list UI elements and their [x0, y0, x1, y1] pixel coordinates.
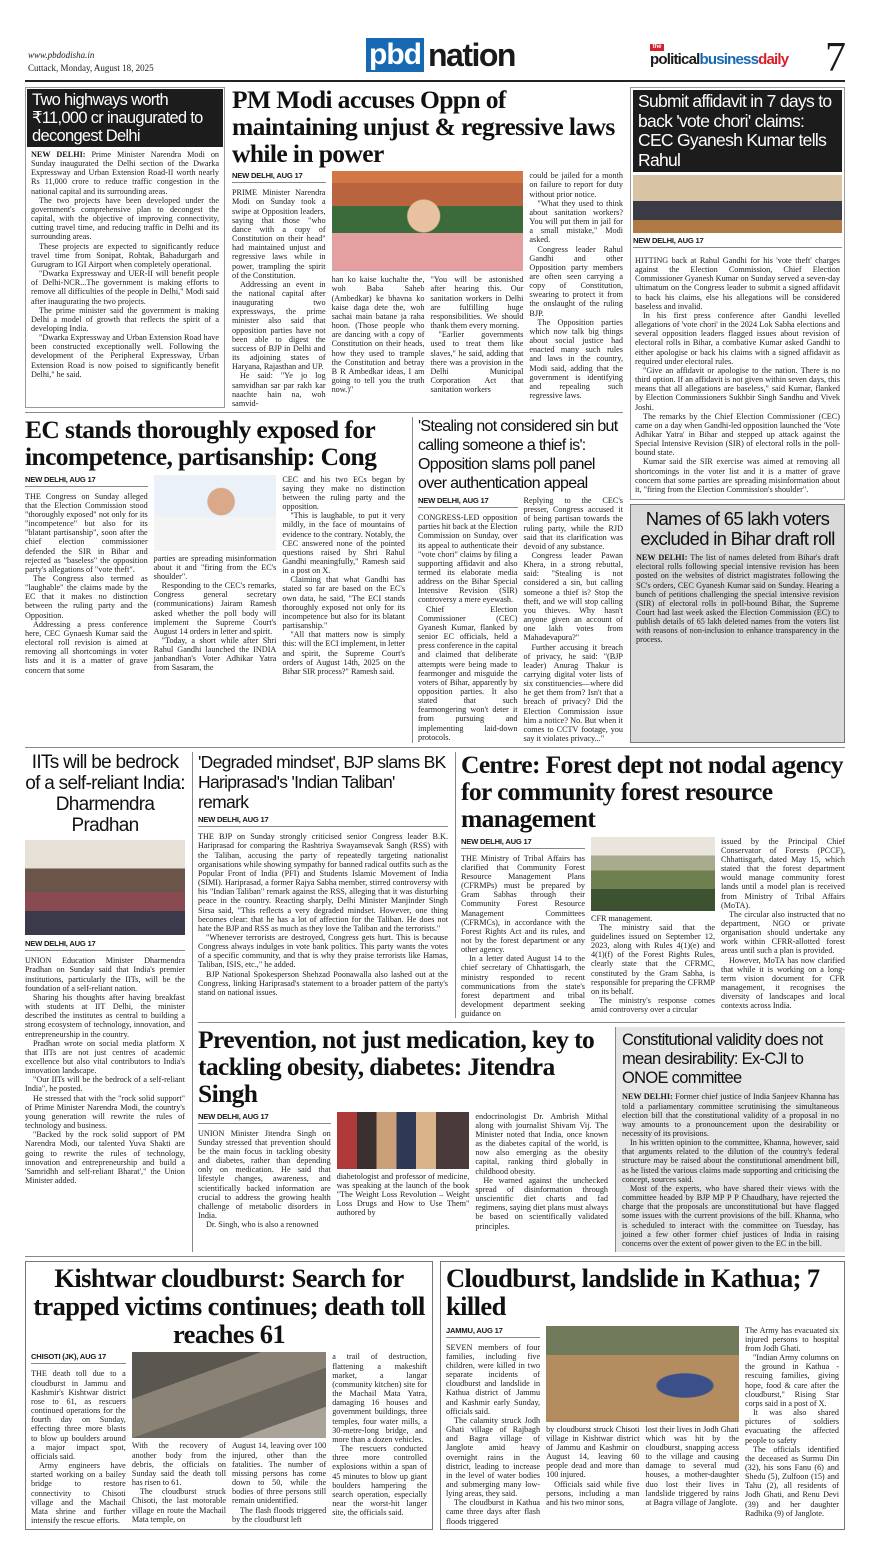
paragraph: THE Ministry of Tribal Affairs has clarified that Community Forest Resource Management Plans (CFRMPs) must be prepared by Gram Sabhas through their Community Forest Resource Management Committees (CFRMCs), in accordance with the Forest Rights Act and its rules, and not by the forest department or any other agency.	[461, 853, 585, 955]
paragraph: The Opposition parties which now talk big things about social justice had enacted many such rules and laws in the country, Modi said, adding that the government is identifying and repealing such regressive laws.	[529, 317, 623, 401]
paragraph: "Whenever terrorists are destroyed, Congress gets hurt. This is because Congress always indulges in vote bank politics. This party wants the votes of a specific community, and that is why they praise terrorists like Hamas, Taliban, ISIS, etc.," he added.	[198, 932, 448, 970]
headline: Submit affidavit in 7 days to back 'vote chori' claims: CEC Gyanesh Kumar tells Rahul	[633, 90, 842, 172]
paragraph: Addressing an event in the national capital after inaugurating two expressways, the prime minister also said that opposition parties have not been able to digest the success of BJP in Delhi and its adjoining states of Haryana, Rajasthan and UP.	[232, 279, 326, 372]
paragraph: "Dwarka Expressway and Urban Extension Road have been constructed exceptionally well. Following the development of the Peripheral Expressway, Urban Extension Road is now poised to significantly benefit Delhi," he said.	[31, 333, 219, 379]
paragraph: BJP National Spokesperson Shehzad Poonawalla also lashed out at the Congress, linking Hariprasad's statement to a broader pattern of the party's stand on national issues.	[198, 969, 448, 997]
paragraph: "Indian Army columns on the ground in Kathua - rescuing families, giving hope, food & care after the cloudburst," Rising Star corps said in a post of X.	[744, 1353, 840, 1408]
article-column	[31, 196, 219, 379]
paragraph: In a letter dated August 14 to the chief secretary of Chhattisgarh, the ministry responded to recent communications from the state's forest department and tribal development department seeking guidance on	[461, 954, 585, 1019]
lead-text: Prime Minister Narendra Modi on Sunday inaugurated the Delhi section of the Dwarka Expressway and Urban Extension Road-II worth nearly Rs 11,000 crore to reduce traffic congestion in the national capital and its surrounding areas.	[31, 150, 220, 196]
bottom-section	[25, 1261, 845, 1530]
paragraph: Chief Election Commissioner (CEC) Gyanesh Kumar, flanked by senior EC officials, held a press conference in the capital and claimed that deliberate attempts were being made to fearmonger and misguide the voters of Bihar, apparently by opposition parties. It also stated that such fearmongering won't deter it from pursuing and implementing laid-down protocols.	[418, 604, 518, 742]
paragraph: han ko kaise kuchalte the, woh Baba Saheb (Ambedkar) ke bhavna ko kaise daga dete the, woh sachai main batane ja raha hoon. (Those people who are dancing with a copy of Constitution on their heads, how they used to trample the Constitution and betray B R Ambedkar ideas, I am going to tell you the truth now.)"	[331, 275, 425, 395]
dateline: NEW DELHI, AUG 17	[418, 496, 518, 508]
article-column	[546, 1425, 639, 1507]
paragraph: THE BJP on Sunday strongly criticised senior Congress leader B.K. Hariprasad for comparing the Rashtriya Swayamsevak Sangh (RSS) with the Taliban, accusing the party of repeatedly targeting nationalist organisations while showing sympathy for banned radical outfits such as the Popular Front of India (PFI) and Students Islamic Movement of India (SIMI). Hariprasad, a former Rajya Sabha member, stirred controversy with his "Indian Taliban" remark against the RSS, alleging that it was disturbing peace in the country. Reacting sharply, Delhi Minister Manjinder Singh Sirsa said, "This reflects a very degraded mindset. However, one thing becomes clear: that he has a lot of affection for the Taliban. He does not hate the BJP and RSS as much as they love the Taliban and the terrorists."	[198, 832, 448, 933]
article-kathua	[440, 1261, 845, 1530]
paragraph: With the recovery of another body from the debris, the officials on Sunday said the death toll has risen to 61.	[131, 1441, 226, 1488]
paragraph: The Army has evacuated six injured persons to hospital from Jodh Ghati.	[744, 1325, 840, 1353]
dateline: NEW DELHI, AUG 17	[633, 236, 842, 248]
brand-daily: daily	[758, 51, 789, 68]
article-column	[337, 1172, 470, 1218]
paragraph: UNION Education Minister Dharmendra Pradhan on Sunday said that India's premier institutions, particularly the IITs, will be the foundation of a self-reliant nation.	[25, 956, 185, 993]
photo-cec-press-conference	[633, 175, 842, 233]
headline: Two highways worth ₹11,000 cr inaugurated to decongest Delhi	[27, 89, 223, 147]
paragraph: endocrinologist Dr. Ambrish Mithal along with journalist Shivam Vij. The Minister noted that India, once known as the diabetes capital of the world, is now also emerging as the obesity capital, ranking third globally in childhood obesity.	[475, 1111, 609, 1176]
divider	[25, 412, 623, 413]
paragraph: The Congress also termed as "laughable" the claims made by the EC that it makes no distinction between the ruling party and the Opposition.	[25, 573, 148, 620]
paragraph: Congress leader Pawan Khera, in a strong rebuttal, said: "Stealing is not considered a sin, but calling someone a thief is? Stop the theft, and we will stop calling you thieves. Why hasn't anyone given an account of one lakh votes from Mahadevapura?"	[523, 550, 623, 643]
paragraph: Replying to the CEC's presser, Congress accused it of being partisan towards the ruling party, while the RJD said that its clarification was devoid of any substance.	[523, 496, 623, 551]
paragraph: The ministry's response comes amid controversy over a circular	[591, 995, 715, 1015]
section-logo	[366, 38, 515, 72]
headline: Names of 65 lakh voters excluded in Bihar draft roll	[640, 508, 835, 550]
article-column	[25, 956, 185, 1185]
paragraph: August 14, leaving over 100 injured, other than the fatalities. The number of missing persons has come down to 50, while the bodies of three persons still remain unidentified.	[232, 1441, 327, 1506]
divider	[25, 747, 845, 748]
paragraph: The cloudburst in Kathua came three days after flash floods triggered	[446, 1498, 541, 1526]
dateline: NEW DELHI, AUG 17	[232, 171, 326, 183]
headline: 'Stealing not considered sin but calling someone a thief is': Opposition slams poll panel over authentication appeal	[418, 418, 618, 493]
article-column	[622, 1138, 839, 1248]
article-column	[282, 475, 405, 676]
article-names-65-lakh	[630, 504, 845, 743]
article-kishtwar	[25, 1261, 433, 1530]
article-column	[232, 1441, 326, 1523]
headline: PM Modi accuses Oppn of maintaining unjust & regressive laws while in power	[232, 85, 615, 168]
headline: Kishtwar cloudburst: Search for trapped victims continues; death toll reaches 61	[33, 1263, 425, 1349]
paragraph: Responding to the CEC's remarks, Congress general secretary (communications) Jairam Ramesh asked whether the poll body will implement the Supreme Court's August 14 orders in letter and spirit.	[153, 581, 277, 636]
paragraph: Sharing his thoughts after having breakfast with students at IIT Delhi, the minister described the institutes as central to building a strong ecosystem of technology, innovation, and entrepreneurship in the country.	[25, 992, 185, 1039]
masthead	[25, 0, 845, 82]
dateline: NEW DELHI, AUG 17	[198, 815, 448, 827]
paragraph: Army engineers have started working on a bailey bridge to restore connectivity to Chisoti village and the Machail Mata shrine and further intensify the rescue efforts.	[31, 1461, 126, 1525]
logo-nation: nation	[427, 37, 515, 73]
article-column	[31, 1369, 126, 1525]
article-column	[25, 492, 148, 675]
paragraph: by cloudburst struck Chisoti village in Kishtwar district of Jammu and Kashmir on August 14, leaving 60 people dead and more than 100 injured.	[546, 1424, 640, 1480]
article-pm-modi	[232, 87, 623, 408]
paragraph: The cloudburst struck Chisoti, the last motorable village en route the Machail Mata temple, on	[131, 1487, 226, 1524]
paragraph: "Dwarka Expressway and UER-II will benefit people of Delhi-NCR...The government is making efforts to remove all difficulties of the people in Delhi," Modi said after inaugurating the two projects.	[31, 269, 219, 306]
paragraph: CONGRESS-LED opposition parties hit back at the Election Commission on Sunday, over its appeal to authenticate their "vote chori" claims by filing a supporting affidavit and also termed its elaborate media address on the Bihar Special Intensive Revision (SIR) controversy a mere eyewash.	[418, 513, 518, 605]
paragraph: PRIME Minister Narendra Modi on Sunday took a swipe at Opposition leaders, saying that those "who dance with a copy of Constitution on their head" had maintained unjust and regressive laws while in power, trampling the spirit of the Constitution.	[232, 188, 326, 280]
dateline: JAMMU, AUG 17	[446, 1326, 540, 1338]
article-prevention	[198, 1027, 608, 1252]
paragraph: Kumar said the SIR exercise was aimed at removing all shortcomings in the voter list and it is a matter of grave concern that some parties are spreading misinformation about it, "firing from the Election Commission's shoulder".	[635, 457, 840, 494]
paragraph: Further accusing it breach of privacy, he said: "(BJP leader) Anurag Thakur is carrying digital voter lists of six constituencies—where did he get them from? Isn't that a breach of privacy? Did the Election Commission issue him a notice? No. But when it comes to CCTV footage, you say it violates privacy..."	[523, 642, 623, 744]
photo-forest-landscape	[591, 837, 715, 911]
brand-logo	[650, 44, 788, 68]
paragraph: The calamity struck Jodh Ghati village of Rajbagh and Bagra village of Janglote amid heavy overnight rains in the district, leading to increase in the level of water bodies and submerging many low-lying areas, they said.	[446, 1415, 541, 1499]
paragraph: He warned against the unchecked spread of disinformation through unscientific diet charts and fad regimens, saying diet plans must always be based on scientifically validated principles.	[475, 1175, 609, 1231]
article-column	[446, 1343, 540, 1526]
paragraph: "Earlier governments used to treat them like slaves," he said, adding that there was a provision in the Delhi Municipal Corporation Act that sanitation workers	[430, 330, 524, 395]
article-column	[332, 275, 425, 394]
paragraph: Pradhan wrote on social media platform X that IITs are not just centres of academic excellence but also vital contributors to India's innovation landscape.	[25, 1038, 185, 1076]
headline: Constitutional validity does not mean desirability: Ex-CJI to ONOE committee	[622, 1031, 823, 1088]
paragraph: In his first press conference after Gandhi levelled allegations of 'vote chori' in the 2024 Lok Sabha elections and several opposition leaders flagged issues about revision of electoral rolls in Bihar, a combative Kumar asked Gandhi to either apologise or back his claims with a signed affidavit as required under electoral rules.	[635, 310, 840, 366]
article-column	[529, 171, 623, 400]
headline: Prevention, not just medication, key to tackling obesity, diabetes: Jitendra Singh	[198, 1025, 595, 1108]
page-number: 7	[825, 35, 846, 81]
paragraph: "This is laughable, to put it very mildly, in the face of mountains of evidence to the contrary. Notably, the CEC answered none of the pointed questions raised by Shri Rahul Gandhi meaningfully," Ramesh said in a post on X.	[282, 511, 406, 576]
photo-modi-speaking	[332, 171, 524, 271]
article-onoe	[615, 1027, 845, 1252]
headline: EC stands thoroughly exposed for incompetence, partisanship: Cong	[25, 415, 377, 471]
article-column	[646, 1425, 739, 1507]
headline: Cloudburst, landslide in Kathua; 7 killed	[446, 1263, 820, 1321]
article-column	[461, 854, 585, 1019]
logo-pbd: pbd	[366, 38, 424, 72]
article-column	[524, 496, 624, 743]
paragraph: The flash floods triggered by the cloudburst left	[232, 1505, 327, 1524]
dateline: NEW DELHI, AUG 17	[25, 475, 148, 487]
article-column	[591, 914, 715, 1015]
article-affidavit	[630, 87, 845, 500]
article-degraded-mindset	[198, 752, 448, 1018]
article-column	[745, 1326, 839, 1518]
paragraph: In his written opinion to the committee, Khanna, however, said that arguments related to the dilution of the country's federal structure may be raised about the constitutional amendment bill, as he listed the various claims made supporting and criticising the concept, sources said.	[622, 1138, 839, 1184]
paragraph: "Give an affidavit or apologise to the nation. There is no third option. If an affidavit is not given within seven days, this means that all allegations are baseless," said Kumar, flanked by Election Commissioners Sukhbir Singh Sandhu and Vivek Joshi.	[635, 365, 840, 412]
paragraph: Officials said while five persons, including a man and his two minor sons,	[546, 1479, 640, 1507]
lead-text: Former chief justice of India Sanjeev Khanna has told a parliamentary committee scrutinising the simultaneous election bill that the constitutional validity of a proposal in no way amounts to a pronouncement upon the desirability or necessity of its provisions.	[622, 1092, 840, 1138]
paragraph: CFR management.	[591, 913, 653, 923]
headline: Centre: Forest dept not nodal agency for community forest resource management	[461, 750, 843, 833]
dateline: NEW DELHI, AUG 17	[461, 837, 585, 849]
paragraph: The two projects have been developed under the government's comprehensive plan to decongest the capital, with the objective of improving connectivity, cutting travel time, and reducing traffic in Delhi and its surrounding areas.	[31, 195, 219, 242]
photo-book-launch	[337, 1112, 470, 1169]
paragraph: "Today, a short while after Shri Rahul Gandhi launched the INDIA janbandhan's Voter Adhikar Yatra from Sasaram, the	[153, 635, 277, 673]
paragraph: THE Congress on Sunday alleged that the Election Commission stood "thoroughly exposed" not only for its "incompetence" but also for its "blatant partisanship", soon after the chief election commissioner defended the SIR in Bihar and rejected as "baseless" the opposition party's allegations of "vote theft".	[25, 491, 148, 574]
divider	[198, 1022, 845, 1023]
paragraph: a trail of destruction, flattening a makeshift market, a langar (community kitchen) site for the Machail Mata Yatra, damaging 16 houses and government buildings, three temples, four water mills, a 30-metre-long bridge, and more than a dozen vehicles.	[332, 1352, 427, 1444]
paragraph: SEVEN members of four families, including five children, were killed in two separate incidents of cloudburst and landslide in Kathua district of Jammu and Kashmir early Sunday, officials said.	[446, 1342, 541, 1416]
article-column	[132, 1441, 226, 1523]
article-column	[198, 1129, 331, 1230]
edition-date: Cuttack, Monday, August 18, 2025	[28, 63, 154, 73]
paragraph: Most of the experts, who have shared their views with the committee headed by BJP MP P P Chaudhary, have rejected the charge that the proposals are unconstitutional but have flagged some issues with the current provisions of the bill. Khanna, who is scheduled to interact with the committee on Tuesday, has joined a few other former chief justices of India in raising concerns over the extent of power given to the EC in the bill.	[622, 1183, 839, 1248]
paragraph: The officials identified the deceased as Surmu Din (32), his sons Fanu (6) and Shedu (5), Zulfoon (15) and Tahu (2), all residents of Jodh Ghati, and Renu Devi (39) and her daughter Radhika (9) of Janglote.	[744, 1444, 840, 1518]
middle-section	[25, 752, 845, 1252]
paragraph: "Our IITs will be the bedrock of a self-reliant India", he posted.	[25, 1075, 185, 1094]
lead-text: The list of names deleted from Bihar's draft electoral rolls following special intensive revision has been posted on the websites of district magistrates following the SC's orders, CEC Gyanesh Kumar said on Sunday. Hearing a bunch of petitions challenging the special intensive revision (SIR) of electoral rolls in poll-bound Bihar, the Supreme Court had last week asked the Election Commission (EC) to publish details of 65 lakh deleted names from the voters list with reasons of non-inclusion to enhance transparency in the process.	[636, 553, 840, 645]
paragraph: CEC and his two ECs began by saying they make no distinction between the ruling party and the opposition.	[282, 474, 406, 512]
article-stealing	[412, 417, 623, 743]
paragraph: "Backed by the rock solid support of PM Narendra Modi, our talented Yuva Shakti are going to rewrite the rules of technology, innovation and entrepreneurship and build a 'Samridhh and self-reliant Bharat'," the Union Minister added.	[25, 1130, 185, 1186]
paragraph: Dr. Singh, who is also a renowned	[206, 1220, 319, 1230]
paragraph: The ministry said that the guidelines issued on September 12, 2023, along with Rules 4(1)(e) and 4(1)(f) of the Forest Rights Rules, clearly state that the CFRMC, constituted by the Gram Sabha, is responsible for preparing the CFRMP on its behalf.	[591, 922, 715, 996]
lead-place: NEW DELHI:	[622, 1092, 673, 1102]
paragraph: These projects are expected to significantly reduce travel time from Sonipat, Rohtak, Bahadurgarh and Gurugram to IGI Airport when completely operational.	[31, 241, 219, 269]
paragraph: The remarks by the Chief Election Commissioner (CEC) came on a day when Gandhi-led opposition launched the 'Vote Adhikar Yatra' in Bihar and stepped up attack against the Special Intensive Revision (SIR) of electoral rolls in the poll-bound state.	[635, 411, 840, 458]
brand-business: business	[699, 51, 759, 68]
article-iits	[25, 752, 185, 1252]
lead-place: NEW DELHI:	[636, 553, 688, 563]
article-column	[332, 1352, 427, 1517]
paragraph: He said: "Ye jo log samvidhan sar par rakh kar naachte hain na, woh samvid-	[232, 371, 326, 408]
lead-place: NEW DELHI:	[31, 150, 86, 159]
paragraph: "What they used to think about sanitation workers? You will put them in jail for a small mistake," Modi asked.	[529, 198, 623, 245]
photo-flood-mud-autorickshaw	[546, 1326, 739, 1422]
paragraph: diabetologist and professor of medicine, was speaking at the launch of the book "The Weight Loss Revolution – Weight Loss Drugs and How to Use Them" authored by	[336, 1171, 470, 1218]
article-column	[721, 837, 845, 1011]
article-highways	[25, 87, 225, 408]
paragraph: He stressed that with the "rock solid support" of Prime Minister Narendra Modi, the country's young generation will rewrite the rules of technology and business.	[25, 1093, 185, 1131]
paragraph: could be jailed for a month on failure to report for duty without prior notice.	[529, 171, 623, 199]
article-ec-exposed	[25, 417, 405, 743]
dateline: CHISOTI (JK), AUG 17	[31, 1352, 126, 1364]
dateline: NEW DELHI, AUG 17	[198, 1112, 331, 1124]
headline: 'Degraded mindset', BJP slams BK Hariprasad's 'Indian Taliban' remark	[198, 752, 446, 813]
paragraph: The prime minister said the government is making Delhi a model of growth that reflects the spirit of a developing India.	[31, 305, 219, 333]
paragraph: The circular also instructed that no department, NGO or private organisation should undertake any work within CFRR-allotted forest areas until such a plan is provided.	[721, 909, 845, 956]
brand-political: political	[650, 51, 700, 68]
photo-iit-students	[25, 840, 185, 935]
paragraph: However, MoTA has now clarified that while it is working on a long-term vision document for CFR management, it recognises the diversity of landscapes and local contexts across India.	[721, 955, 845, 1011]
paragraph: The rescuers conducted three more controlled explosions within a span of 45 minutes to blow up giant boulders hampering the search operation, especially near the worst-hit langer site, the officials said.	[332, 1444, 427, 1518]
paragraph: It was also shared pictures of soldiers evacuating the affected people to safety	[744, 1408, 840, 1445]
article-column	[232, 188, 326, 408]
paragraph: parties are spreading misinformation about it and "firing from the EC's shoulder".	[153, 553, 277, 581]
paragraph: Claiming that what Gandhi has stated so far are based on the EC's own data, he said, "The ECI stands thoroughly exposed not only for its incompetence but also for its blatant partisanship."	[282, 575, 406, 631]
headline: IITs will be bedrock of a self-reliant India: Dharmendra Pradhan	[25, 752, 185, 837]
paragraph: "You will be astonished after hearing this. Our sanitation workers in Delhi are fulfilling huge responsibilities. We should thank them every morning.	[430, 275, 524, 331]
article-column	[431, 275, 524, 394]
photo-cloudburst-debris	[132, 1352, 326, 1438]
article-column	[475, 1112, 608, 1231]
article-column	[418, 513, 518, 742]
paragraph: THE death toll due to a cloudburst in Jammu and Kashmir's Kishtwar district rose to 61, as rescuers continued operations for the fourth day on Sunday, effecting three more blasts to blow up boulders around a major impact spot, officials said.	[31, 1369, 126, 1461]
divider	[25, 1256, 845, 1257]
paragraph: lost their lives in Jodh Ghati which was hit by the cloudburst, snapping access to the village and causing damage to several mud houses, a mother-daughter duo lost their lives in landslide triggered by rains at Bagra village of Janglote.	[645, 1424, 739, 1507]
article-column	[198, 832, 448, 997]
brand-the: the	[650, 44, 664, 51]
paragraph: issued by the Principal Chief Conservator of Forests (PCCF), Chhattisgarh, dated May 15, which stated that the forest department would manage community forest lands until a model plan is received from Ministry of Tribal Affairs (MoTA).	[721, 836, 845, 910]
paragraph: UNION Minister Jitendra Singh on Sunday stressed that prevention should be the main focus in tackling obesity and diabetes, rather than depending only on medication. He said that lifestyle changes, awareness, and scientifically backed information are crucial to address the growing health challenge of metabolic disorders in India.	[198, 1128, 331, 1221]
top-section	[25, 87, 845, 743]
article-column	[635, 256, 840, 494]
article-forest	[455, 752, 845, 1018]
paragraph: "All that matters now is simply this: will the ECI implement, in letter and spirit, the Supreme Court's orders of August 14th, 2025 on the Bihar SIR process?" Ramesh said.	[282, 630, 406, 676]
dateline: NEW DELHI, AUG 17	[25, 939, 185, 951]
paragraph: Congress leader Rahul Gandhi and other Opposition party members are often seen carrying a copy of Constitution, swearing to protect it from the onslaught of the ruling BJP.	[529, 244, 623, 318]
photo-jairam-ramesh	[154, 475, 277, 551]
website-url[interactable]: www.pbdodisha.in	[28, 50, 95, 60]
article-column	[154, 554, 277, 673]
paragraph: Addressing a press conference here, CEC Gynaesh Kumar said the electoral roll revision is aimed at removing all shortcomings in voter lists and it is a matter of grave concern that some	[25, 619, 148, 675]
paragraph: HITTING back at Rahul Gandhi for his 'vote theft' charges against the Election Commission, Chief Election Commissioner Gyanesh Kumar on Sunday served a seven-day ultimatum on the Congress leader to submit a signed affidavit to back his claims, else his allegations will be considered baseless and invalid.	[635, 256, 840, 311]
